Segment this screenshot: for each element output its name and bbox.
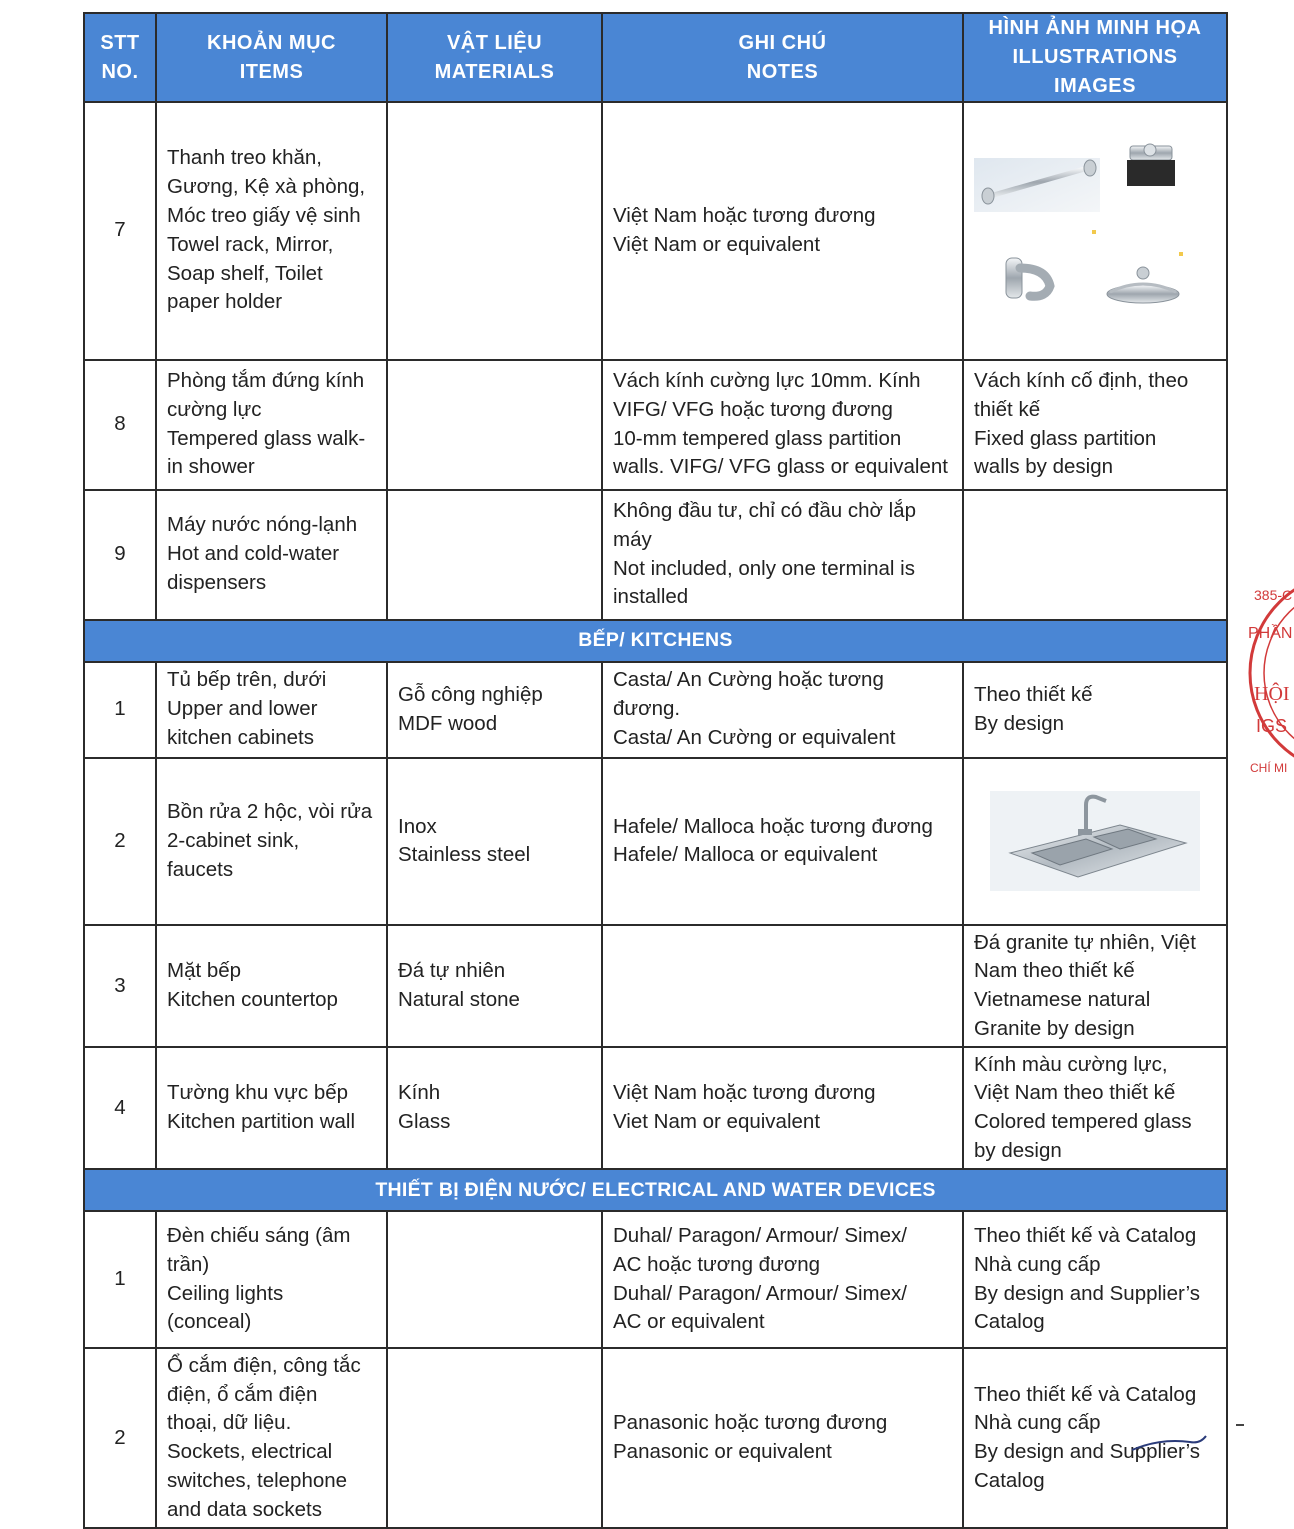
- stamp-text: IGS: [1256, 716, 1288, 736]
- row-item: Phòng tắm đứng kính cường lực Tempered glass walk- in shower: [156, 360, 387, 490]
- table-row: [84, 102, 1227, 360]
- header-stt: STT NO.: [84, 13, 156, 102]
- row-stt: 1: [84, 662, 156, 758]
- row-item: Thanh treo khăn, Gương, Kệ xà phòng, Móc treo giấy vệ sinh Towel rack, Mirror, Soap shelf, Toilet paper holder: [156, 102, 387, 360]
- towel-rack-image: [974, 158, 1100, 212]
- row-material: [387, 1348, 602, 1528]
- table-row: [84, 490, 1227, 620]
- row-material: Đá tự nhiên Natural stone: [387, 925, 602, 1047]
- bathroom-accessories-image: [970, 136, 1220, 326]
- table-row: [84, 662, 1227, 758]
- table-row: [84, 1047, 1227, 1169]
- row-item: Mặt bếp Kitchen countertop: [156, 925, 387, 1047]
- row-notes: Việt Nam hoặc tương đương Viet Nam or equivalent: [602, 1047, 963, 1169]
- row-material: Kính Glass: [387, 1047, 602, 1169]
- row-stt: 2: [84, 1348, 156, 1528]
- row-stt: 8: [84, 360, 156, 490]
- header-items: KHOẢN MỤC ITEMS: [156, 13, 387, 102]
- sink-image: [990, 791, 1200, 891]
- signature-mark: [1130, 1430, 1210, 1453]
- row-image: [963, 758, 1227, 926]
- stamp-text: 385-C: [1254, 587, 1293, 603]
- row-material: Gỗ công nghiệp MDF wood: [387, 662, 602, 758]
- paper-holder-image: [1127, 144, 1175, 186]
- header-materials: VẬT LIỆU MATERIALS: [387, 13, 602, 102]
- row-item: Tủ bếp trên, dưới Upper and lower kitchen cabinets: [156, 662, 387, 758]
- header-row: [84, 13, 1227, 102]
- stamp-text: HỘI: [1254, 683, 1290, 705]
- robe-hook-image: [1006, 258, 1050, 298]
- section-row-kitchen: [84, 620, 1227, 662]
- row-notes: [602, 925, 963, 1047]
- row-stt: 7: [84, 102, 156, 360]
- row-image-text: [963, 490, 1227, 620]
- table-row: [84, 1348, 1227, 1528]
- row-image: [963, 102, 1227, 360]
- section-title: THIẾT BỊ ĐIỆN NƯỚC/ ELECTRICAL AND WATER DEVICES: [84, 1169, 1227, 1211]
- soap-dish-image: [1107, 267, 1179, 303]
- row-notes: Vách kính cường lực 10mm. Kính VIFG/ VFG hoặc tương đương 10-mm tempered glass partition walls. VIFG/ VFG glass or equivalent: [602, 360, 963, 490]
- row-stt: 3: [84, 925, 156, 1047]
- row-stt: 4: [84, 1047, 156, 1169]
- row-image-text: Kính màu cường lực, Việt Nam theo thiết kế Colored tempered glass by design: [963, 1047, 1227, 1169]
- table-row: [84, 1211, 1227, 1348]
- row-notes: Casta/ An Cường hoặc tương đương. Casta/ An Cường or equivalent: [602, 662, 963, 758]
- row-material: [387, 1211, 602, 1348]
- row-image-text: Theo thiết kế và Catalog Nhà cung cấp By design and Supplier’s Catalog: [963, 1211, 1227, 1348]
- row-notes: Hafele/ Malloca hoặc tương đương Hafele/ Malloca or equivalent: [602, 758, 963, 926]
- row-image-text: Theo thiết kế và Catalog Nhà cung cấp By design and Supplier’s Catalog: [963, 1348, 1227, 1528]
- row-material: [387, 490, 602, 620]
- row-item: Tường khu vực bếp Kitchen partition wall: [156, 1047, 387, 1169]
- row-notes: Panasonic hoặc tương đương Panasonic or equivalent: [602, 1348, 963, 1528]
- section-row-electrical: [84, 1169, 1227, 1211]
- margin-mark: [1236, 1424, 1244, 1426]
- row-item: Máy nước nóng-lạnh Hot and cold-water dispensers: [156, 490, 387, 620]
- row-stt: 2: [84, 758, 156, 926]
- row-notes: Việt Nam hoặc tương đương Việt Nam or equivalent: [602, 102, 963, 360]
- row-item: Ổ cắm điện, công tắc điện, ổ cắm điện thoại, dữ liệu. Sockets, electrical switches, telephone and data sockets: [156, 1348, 387, 1528]
- row-stt: 1: [84, 1211, 156, 1348]
- section-title: BẾP/ KITCHENS: [84, 620, 1227, 662]
- row-item: Bồn rửa 2 hộc, vòi rửa 2-cabinet sink, faucets: [156, 758, 387, 926]
- row-item: Đèn chiếu sáng (âm trần) Ceiling lights (conceal): [156, 1211, 387, 1348]
- row-stt: 9: [84, 490, 156, 620]
- table-row: [84, 925, 1227, 1047]
- table-row: [84, 758, 1227, 926]
- header-notes: GHI CHÚ NOTES: [602, 13, 963, 102]
- spec-table: [83, 12, 1228, 1529]
- row-image-text: Theo thiết kế By design: [963, 662, 1227, 758]
- row-material: [387, 360, 602, 490]
- row-notes: Không đầu tư, chỉ có đầu chờ lắp máy Not included, only one terminal is installed: [602, 490, 963, 620]
- company-stamp: [1240, 558, 1294, 788]
- header-images: HÌNH ẢNH MINH HỌA ILLUSTRATIONS IMAGES: [963, 13, 1227, 102]
- stamp-text: CHÍ MI: [1250, 761, 1288, 775]
- table-row: [84, 360, 1227, 490]
- row-image-text: Vách kính cố định, theo thiết kế Fixed glass partition walls by design: [963, 360, 1227, 490]
- row-material: [387, 102, 602, 360]
- row-image-text: Đá granite tự nhiên, Việt Nam theo thiết kế Vietnamese natural Granite by design: [963, 925, 1227, 1047]
- stamp-text: PHẦN: [1248, 625, 1293, 642]
- row-notes: Duhal/ Paragon/ Armour/ Simex/ AC hoặc tương đương Duhal/ Paragon/ Armour/ Simex/ AC or equivalent: [602, 1211, 963, 1348]
- row-material: Inox Stainless steel: [387, 758, 602, 926]
